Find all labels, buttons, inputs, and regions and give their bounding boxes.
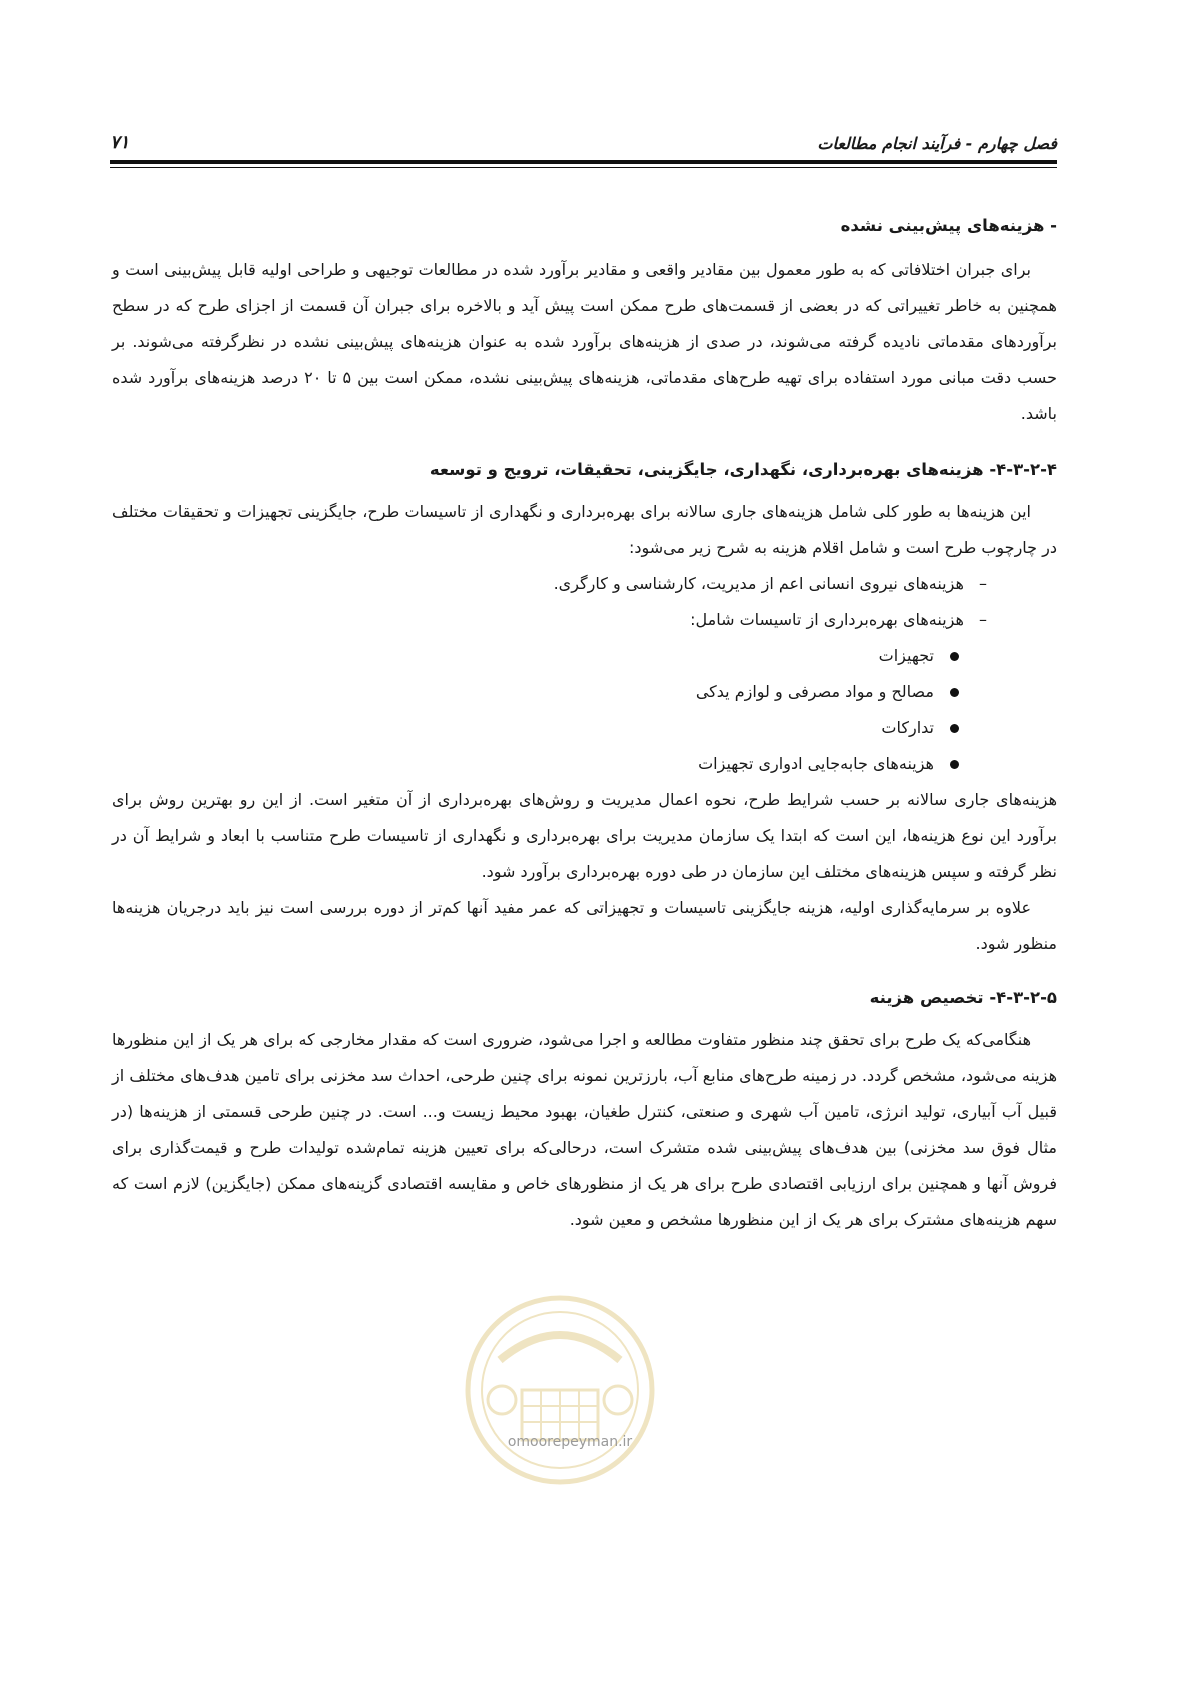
chapter-title: فصل چهارم - فرآیند انجام مطالعات [817,134,1057,153]
watermark-seal-icon [460,1290,660,1490]
bullet-marker [950,652,959,661]
list-item-text: هزینه‌های بهره‌برداری از تاسیسات شامل: [690,610,964,629]
dash-marker: – [979,610,987,629]
paragraph-cost-allocation: هنگامی‌که یک طرح برای تحقق چند منظور متفاوت مطالعه و اجرا می‌شود، ضروری است که مقدار مخارجی که برای هر یک از این منظورها هزینه می‌شود، مشخص گردد. در زمینه طرح‌های منابع آب، بارزترین نمونه برای چنین طرحی، احداث سد مخزنی برای تامین هدف‌های مختلف از قبیل آب آبیاری، تولید انرژی، تامین آب شهری و صنعتی، کنترل طغیان، بهبود محیط زیست و... است. در چنین طرحی قسمتی از هزینه‌ها (در مثال فوق سد مخزنی) بین هدف‌های پیش‌بینی شده متشرک است، درحالی‌که برای تعیین هزینه تمام‌شده تولیدات طرح و قیمت‌گذاری برای فروش آنها و همچنین برای ارزیابی اقتصادی طرح برای هر یک از منظورهای خاص و مقایسه اقتصادی گزینه‌های ممکن (جایگزین) لازم است که سهم هزینه‌های مشترک برای هر یک از این منظورها مشخص و معین شود. [112,1030,1057,1229]
list-item [112,746,959,782]
list-item [112,602,997,782]
facility-costs-sublist [112,638,997,782]
list-item-text: تجهیزات [878,646,934,665]
section-heading-unforeseen-costs: - هزینه‌های پیش‌بینی نشده [840,216,1057,235]
list-item-text: هزینه‌های جابه‌جایی ادواری تجهیزات [698,754,934,773]
watermark-site-text: omoorepeyman.ir [507,1434,633,1450]
bullet-marker [950,724,959,733]
bullet-marker [950,760,959,769]
list-item-text: هزینه‌های نیروی انسانی اعم از مدیریت، کارشناسی و کارگری. [553,574,964,593]
list-item [112,566,997,602]
list-item-text: مصالح و مواد مصرفی و لوازم یدکی [695,682,934,701]
dash-marker: – [979,574,987,593]
header-rule-thick [110,160,1057,164]
paragraph-operation-replacement: علاوه بر سرمایه‌گذاری اولیه، هزینه جایگزینی تاسیسات و تجهیزاتی که عمر مفید آنها کم‌تر از دوره بررسی است نیز باید درجریان هزینه‌ها منظور شود. [112,898,1057,953]
section-heading-operation-costs: ۴-۳-۲-۴- هزینه‌های بهره‌برداری، نگهداری، جایگزینی، تحقیقات، ترویج و توسعه [429,460,1057,479]
section-heading-cost-allocation: ۴-۳-۲-۵- تخصیص هزینه [869,988,1057,1007]
header-rule-thin [110,167,1057,168]
page-number: ۷۱ [110,132,130,153]
page-content [112,208,1057,1238]
cost-items-list [112,566,1057,782]
paragraph-operation-annual-costs: هزینه‌های جاری سالانه بر حسب شرایط طرح، نحوه اعمال مدیریت و روش‌های بهره‌برداری از آن متغیر است. از این رو بهترین روش برای برآورد این نوع هزینه‌ها، این است که ابتدا یک سازمان مدیریت برای بهره‌برداری و نگهداری از تاسیسات طرح متناسب با ابعاد و شرایط آن در نظر گرفته و سپس هزینه‌های مختلف این سازمان در طی دوره بهره‌برداری برآورد شود. [112,790,1057,881]
paragraph-unforeseen-costs: برای جبران اختلافاتی که به طور معمول بین مقادیر واقعی و مقادیر برآورد شده در مطالعات توجیهی و طراحی اولیه قابل پیش‌بینی است و همچنین به خاطر تغییراتی که در بعضی از قسمت‌های طرح ممکن است پیش آید و بالاخره برای جبران آن قسمت از اجزای طرح که در سطح برآوردهای مقدماتی نادیده گرفته می‌شوند، در صدی از هزینه‌های برآورد شده به عنوان هزینه‌های پیش‌بینی نشده در نظرگرفته می‌شوند. بر حسب دقت مبانی مورد استفاده برای تهیه طرح‌های مقدماتی، هزینه‌های پیش‌بینی نشده، ممکن است بین ۵ تا ۲۰ درصد هزینه‌های برآورد شده باشد. [112,260,1058,423]
list-item-text: تدارکات [881,718,934,737]
paragraph-operation-intro: این هزینه‌ها به طور کلی شامل هزینه‌های جاری سالانه برای بهره‌برداری و نگهداری از تاسیسات طرح، جایگزینی تجهیزات و تحقیقات مختلف در چارچوب طرح است و شامل اقلام هزینه به شرح زیر می‌شود: [112,502,1057,557]
list-item [112,710,959,746]
list-item [112,674,959,710]
bullet-marker [950,688,959,697]
list-item [112,638,959,674]
